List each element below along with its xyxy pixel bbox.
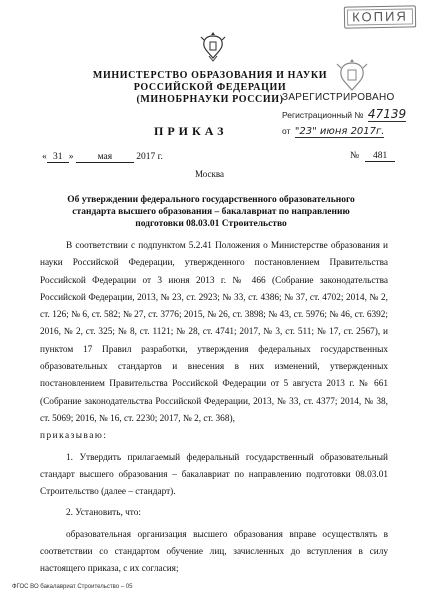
paragraph-item-2: 2. Установить, что: <box>66 508 141 519</box>
order-title: ПРИКАЗ <box>154 124 228 138</box>
registration-number-label: Регистрационный № <box>282 110 364 120</box>
ministry-name-line1: МИНИСТЕРСТВО ОБРАЗОВАНИЯ И НАУКИ <box>92 70 328 81</box>
paragraph-preamble: В соответствии с подпунктом 5.2.41 Положения о Министерстве образования и науки Российской Федерации, утвержденного постановлением Правительства Российской Федерации от 3 июня 2013 г. № 466 (Собрание законодательства Российской Федерации, 2013, № 23, ст. 2923; № 33, ст. 4386; № 37, ст. 4702; 2014, № 2, ст. 126; № 6, ст. 582; № 27, ст. 3776; 2015, № 26, ст. 3898; № 43, ст. 5976; № 46, ст. 6392; 2016, № 2, ст. 325; № 8, ст. 1121; № 28, ст. 4741; 2017, № 3, ст. 511; № 17, ст. 2567), и пунктом 17 Правил разработки, утверждения федеральных государственных образовательных стандартов и внесения в них изменений, утвержденных постановлением Правительства Российской Федерации от 5 августа 2013 г. № 661 (Собрание законодательства Российской Федерации, 2013, № 33, ст. 4377; 2014, № 38, ст. 5069; 2016, № 16, ст. 2230; 2017, № 2, ст. 368), <box>40 241 388 424</box>
order-year: 2017 г. <box>136 152 163 162</box>
registration-stamp <box>282 92 418 138</box>
registration-date-prefix: от <box>282 126 291 136</box>
registration-date-value: "23" июня 2017г. <box>294 126 385 137</box>
registration-seal-icon <box>336 56 368 94</box>
registration-number-value: 47139 <box>367 107 407 121</box>
coat-of-arms-icon <box>200 30 226 62</box>
registration-date-row <box>282 126 418 138</box>
order-number-value: 481 <box>365 151 395 162</box>
footer-note: ФГОС ВО бакалавриат Строительство – 05 <box>12 584 133 590</box>
paragraph-item-2-text: образовательная организация высшего образования вправе осуществлять в соответствии со стандартом обучение лиц, зачисленных до вступления в силу настоящего приказа, с их согласия; <box>40 529 388 575</box>
document-body <box>40 238 388 579</box>
document-heading: Об утверждении федерального государственного образовательного стандарта высшего образования – бакалавриат по направлению подготовки 08.03.01 Строительство <box>67 195 355 229</box>
ministry-abbreviation: (МИНОБРНАУКИ РОССИИ) <box>136 94 284 105</box>
order-number <box>350 151 395 162</box>
registration-number-row <box>282 107 418 122</box>
paragraph-order-word: приказываю: <box>40 431 108 442</box>
order-number-sign: № <box>350 151 360 161</box>
registration-title: ЗАРЕГИСТРИРОВАНО <box>282 92 395 103</box>
order-date: « 31 » мая 2017 г. <box>42 152 163 162</box>
ministry-name-line2: РОССИЙСКОЙ ФЕДЕРАЦИИ <box>133 82 287 93</box>
order-city: Москва <box>195 169 224 179</box>
order-day: 31 <box>47 152 69 163</box>
order-month: мая <box>76 152 134 163</box>
copy-stamp <box>344 5 416 28</box>
copy-stamp-label: КОПИЯ <box>347 8 413 25</box>
paragraph-item-1: 1. Утвердить прилагаемый федеральный государственный образовательный стандарт высшего образования – бакалавриат по направлению подготовки 08.03.01 Строительство (далее – стандарт). <box>40 452 388 498</box>
